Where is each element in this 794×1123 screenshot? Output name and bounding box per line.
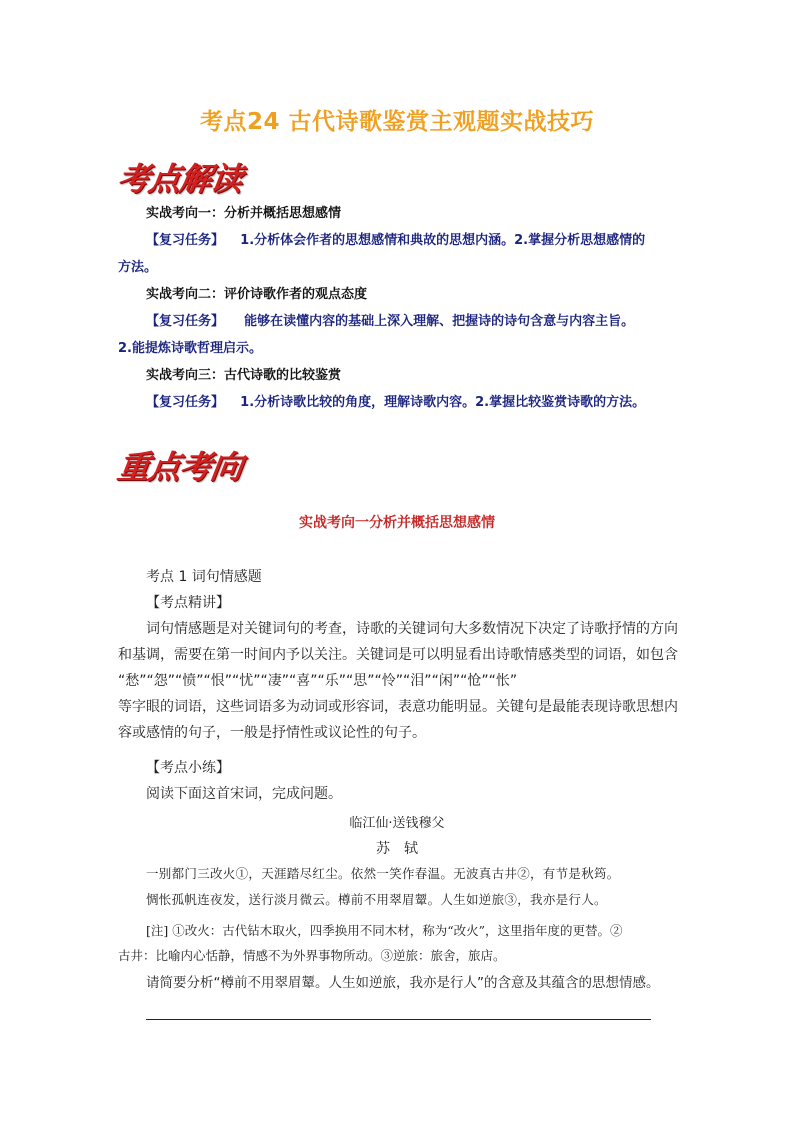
direction-3-task bbox=[146, 394, 706, 412]
banner-key-directions: 重点考向 bbox=[115, 448, 245, 486]
direction-1-task bbox=[146, 232, 706, 250]
explain-line: 和基调，需要在第一时间内予以关注。关键词是可以明显看出诗歌情感类型的词语，如包含 bbox=[118, 647, 678, 663]
poem-note-line-1: [注] ①改火：古代钻木取火，四季换用不同木材，称为“改火”，这里指年度的更替。② bbox=[146, 923, 623, 938]
task-tag: 【复习任务】 bbox=[146, 233, 225, 248]
direction-3-title: 实战考向三：古代诗歌的比较鉴赏 bbox=[146, 368, 342, 383]
poem-note-line-2: 古井：比喻内心恬静，情感不为外界事物所动。③逆旅：旅舍，旅店。 bbox=[118, 948, 506, 963]
explain-line: 容或感情的句子，一般是抒情性或议论性的句子。 bbox=[118, 725, 426, 741]
task-tag: 【复习任务】 bbox=[146, 395, 225, 410]
banner-interpretation: 考点解读 bbox=[115, 160, 245, 198]
explain-line: 等字眼的词语，这些词语多为动词或形容词，表意功能明显。关键句是最能表现诗歌思想内 bbox=[118, 699, 678, 715]
direction-1-task-continued: 方法。 bbox=[118, 260, 158, 275]
point-title: 考点 1 词句情感题 bbox=[146, 569, 262, 585]
question-text: 请简要分析“樽前不用翠眉颦。人生如逆旅，我亦是行人”的含意及其蕴含的思想情感。 bbox=[146, 975, 660, 991]
instruction-text: 阅读下面这首宋词，完成问题。 bbox=[146, 786, 342, 802]
direction-2-task-text: 能够在读懂内容的基础上深入理解、把握诗的诗句含意与内容主旨。 bbox=[244, 314, 635, 329]
task-tag: 【复习任务】 bbox=[146, 314, 225, 329]
poem-line-2: 惆怅孤帆连夜发，送行淡月微云。樽前不用翠眉颦。人生如逆旅③，我亦是行人。 bbox=[146, 892, 607, 907]
direction-2-task bbox=[146, 313, 706, 331]
document-title: 考点24 古代诗歌鉴赏主观题实战技巧 bbox=[199, 109, 594, 135]
poem-title: 临江仙·送钱穆父 bbox=[349, 816, 445, 831]
explain-tag: 【考点精讲】 bbox=[146, 595, 230, 611]
poem-author: 苏 轼 bbox=[376, 841, 418, 857]
explain-line: “愁”“怨”“愤”“恨”“忧”“凄”“喜”“乐”“思”“怜”“泪”“闲”“怆”“怅” bbox=[118, 673, 518, 689]
direction-2-task-continued: 2.能提炼诗歌哲理启示。 bbox=[118, 341, 262, 356]
poem-line-1: 一别都门三改火①，天涯踏尽红尘。依然一笑作春温。无波真古井②，有节是秋筠。 bbox=[146, 866, 620, 881]
answer-line[interactable] bbox=[146, 1019, 651, 1020]
direction-2-title: 实战考向二：评价诗歌作者的观点态度 bbox=[146, 287, 368, 302]
practice-tag: 【考点小练】 bbox=[146, 760, 230, 776]
section-heading: 实战考向一分析并概括思想感情 bbox=[299, 515, 495, 531]
direction-1-title: 实战考向一：分析并概括思想感情 bbox=[146, 206, 342, 221]
direction-1-task-text: 1.分析体会作者的思想感情和典故的思想内涵。2.掌握分析思想感情的 bbox=[240, 233, 646, 248]
explain-paragraph bbox=[118, 616, 678, 746]
explain-line: 词句情感题是对关键词句的考查，诗歌的关键词句大多数情况下决定了诗歌抒情的方向 bbox=[146, 621, 678, 637]
direction-3-task-text: 1.分析诗歌比较的角度，理解诗歌内容。2.掌握比较鉴赏诗歌的方法。 bbox=[240, 395, 646, 410]
